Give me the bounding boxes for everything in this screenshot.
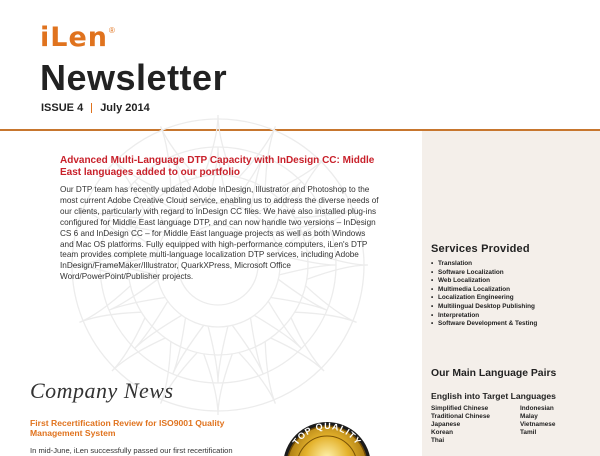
company-news-heading: Company News bbox=[30, 378, 174, 403]
language-item: Thai bbox=[431, 436, 445, 444]
language-grid bbox=[431, 405, 591, 445]
list-item: • Translation bbox=[431, 260, 473, 267]
language-item: Vietnamese bbox=[520, 420, 556, 428]
language-item: Korean bbox=[431, 428, 454, 436]
list-item: • Localization Engineering bbox=[431, 294, 514, 302]
issue-line bbox=[41, 102, 150, 114]
language-item: Malay bbox=[520, 412, 538, 420]
quality-seal-icon bbox=[262, 404, 392, 456]
logo-text: iLen bbox=[40, 22, 108, 53]
seal-text: TOP QUALITY bbox=[290, 420, 364, 447]
lead-article bbox=[60, 155, 380, 283]
language-pairs-title: Our Main Language Pairs bbox=[431, 368, 557, 379]
language-item: Indonesian bbox=[520, 405, 554, 412]
language-item: Simplified Chinese bbox=[431, 405, 489, 412]
lead-article-title: Advanced Multi-Language DTP Capacity with InDesign CC: Middle East languages added to our portfolio bbox=[60, 155, 375, 178]
services-section bbox=[431, 243, 596, 329]
bullet-icon: • bbox=[431, 294, 434, 302]
registered-mark: ® bbox=[109, 26, 115, 35]
newsletter-title: Newsletter bbox=[40, 57, 228, 98]
list-item: • Interpretation bbox=[431, 311, 480, 319]
services-title: Services Provided bbox=[431, 243, 530, 255]
news-item-title: First Recertification Review for ISO9001 Quality Management System bbox=[30, 418, 225, 438]
issue-divider bbox=[91, 103, 92, 113]
bullet-icon: • bbox=[431, 285, 434, 293]
language-item: Japanese bbox=[431, 420, 461, 428]
language-item: Tamil bbox=[520, 428, 537, 436]
lead-article-body: Our DTP team has recently updated Adobe InDesign, Illustrator and Photoshop to the most current Adobe Creative Cloud service, enabling us to address the diverse needs of our clients, particularly with regard to InDesign CC files. We have also installed plug-ins configured for Middle East language DTP, and can now handle two versions – InDesign CS 6 and InDesign CC – for Middle East language projects as well as both Windows and Mac OS platforms. Fully equipped with high-performance computers, iLen's DTP team provides complete multi-language localization DTP services, including Adobe InDesign/FrameMaker/Illustrator, QuarkXPress, Microsoft Office Word/PowerPoint/Publisher projects. bbox=[60, 185, 379, 282]
services-list bbox=[431, 260, 596, 329]
bullet-icon: • bbox=[431, 268, 434, 276]
list-item: • Multilingual Desktop Publishing bbox=[431, 302, 535, 310]
issue-number: ISSUE 4 bbox=[41, 102, 84, 114]
list-item: • Multimedia Localization bbox=[431, 285, 511, 293]
bullet-icon: • bbox=[431, 311, 434, 319]
issue-date: July 2014 bbox=[100, 102, 150, 114]
list-item: • Software Localization bbox=[431, 268, 504, 276]
list-item: • Software Development & Testing bbox=[431, 320, 538, 328]
bullet-icon: • bbox=[431, 260, 434, 267]
language-pairs-subtitle: English into Target Languages bbox=[431, 391, 556, 401]
bullet-icon: • bbox=[431, 277, 434, 285]
news-item-body: In mid-June, iLen successfully passed our first recertification bbox=[30, 446, 233, 455]
bullet-icon: • bbox=[431, 302, 434, 310]
language-item: Traditional Chinese bbox=[431, 412, 490, 420]
bullet-icon: • bbox=[431, 320, 434, 328]
company-logo bbox=[40, 22, 115, 53]
language-item bbox=[520, 437, 590, 445]
list-item: • Web Localization bbox=[431, 277, 491, 285]
